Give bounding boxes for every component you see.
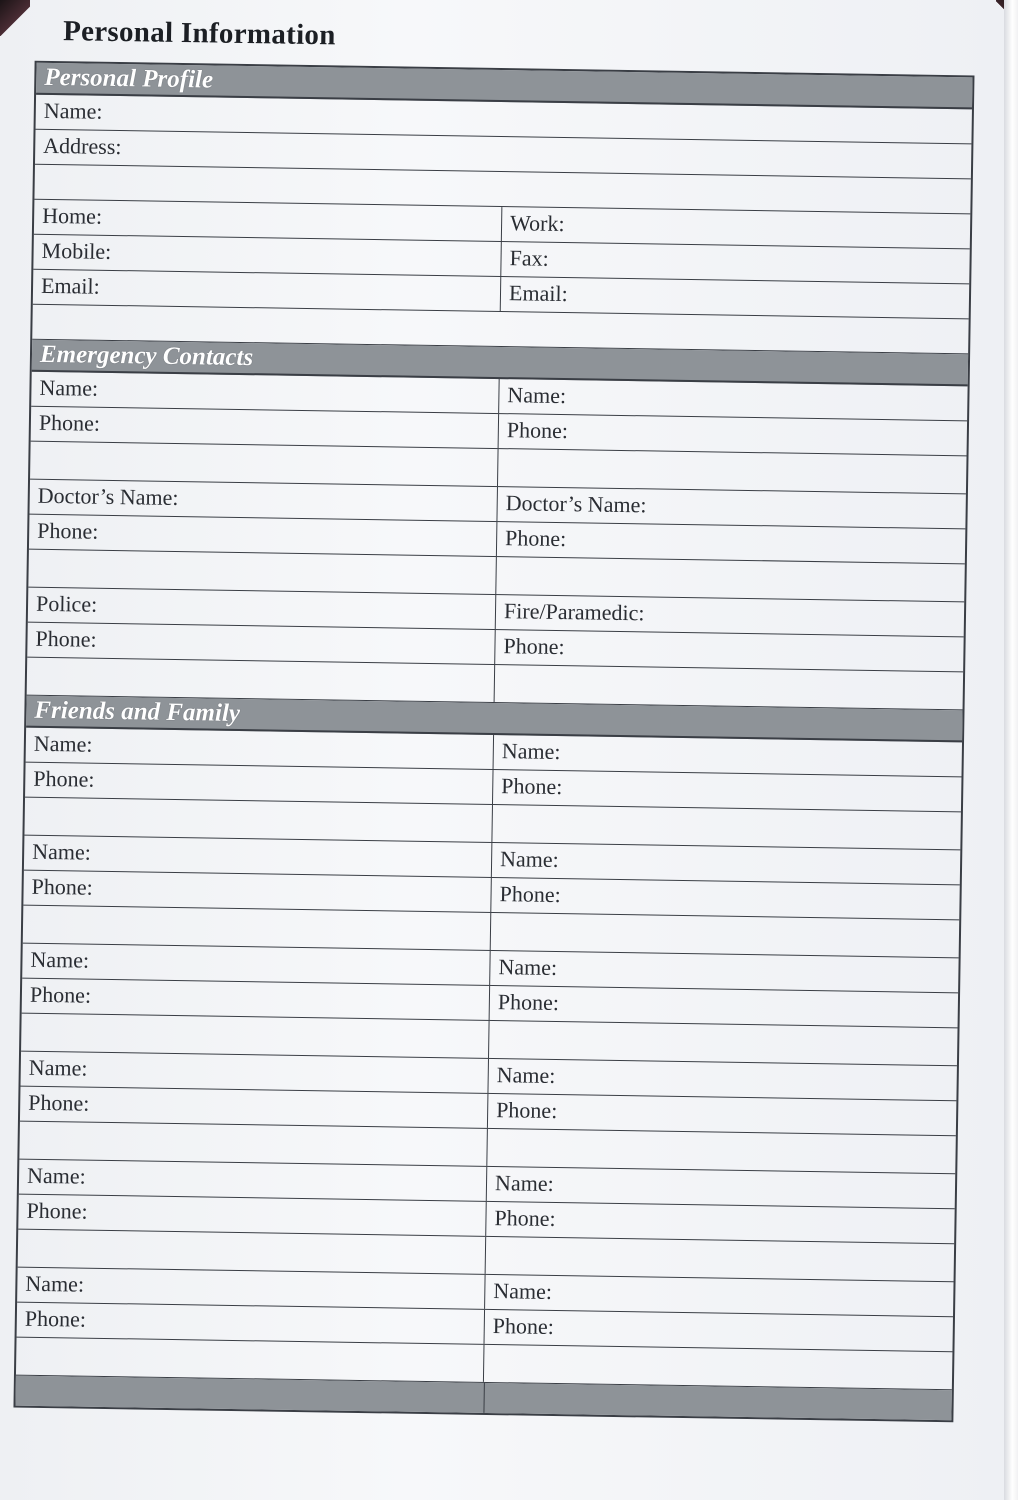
field-label: Phone: [37, 517, 99, 544]
field-label: Phone: [495, 1097, 558, 1124]
personal-information-form [12, 0, 977, 1500]
field-label: Mobile: [41, 237, 112, 264]
blank-field[interactable] [16, 1338, 485, 1382]
blank-field[interactable] [495, 665, 964, 709]
field-label: Name: [28, 1054, 88, 1081]
page-edge [1004, 0, 1018, 1500]
blank-field[interactable] [27, 658, 496, 702]
field-label: Phone: [38, 409, 101, 436]
blank-field[interactable] [23, 906, 492, 950]
blank-field[interactable] [496, 557, 965, 601]
field-label: Name: [25, 1270, 85, 1297]
field-label: Fire/Paramedic: [503, 598, 645, 626]
section-title: Friends and Family [34, 696, 241, 728]
field-label: Phone: [28, 1089, 90, 1116]
field-label: Name: [26, 1162, 86, 1189]
field-label: Name: [498, 954, 558, 981]
field-label: Work: [509, 210, 565, 237]
field-label: Phone: [31, 873, 93, 900]
field-label: Name: [30, 946, 90, 973]
field-label: Email: [508, 280, 568, 307]
field-label: Phone: [494, 1205, 556, 1232]
field-label: Address: [43, 132, 122, 160]
field-label: Phone: [33, 765, 95, 792]
blank-field[interactable] [30, 442, 499, 486]
field-label: Name: [43, 97, 103, 124]
blank-field[interactable] [489, 1021, 958, 1065]
field-label: Name: [496, 1062, 556, 1089]
blank-field[interactable] [28, 550, 497, 594]
field-label: Phone: [24, 1305, 87, 1332]
field-label: Name: [39, 374, 99, 401]
field-label: Police: [35, 590, 98, 617]
blank-field[interactable] [486, 1237, 955, 1281]
section-title: Emergency Contacts [39, 340, 254, 372]
field-label: Phone: [506, 417, 569, 444]
blank-field[interactable] [498, 449, 967, 493]
field-label: Name: [493, 1278, 553, 1304]
field-label: Name: [499, 846, 559, 873]
field-label: Name: [31, 838, 92, 865]
field-label: Phone: [504, 525, 567, 552]
blank-field[interactable] [492, 805, 961, 849]
field-label: Fax: [509, 245, 549, 271]
form-table [13, 61, 974, 1423]
field-label: Phone: [501, 773, 563, 800]
field-label: Name: [494, 1170, 554, 1196]
field-label: Phone: [499, 881, 561, 908]
field-label: Email: [40, 272, 100, 299]
blank-field[interactable] [487, 1129, 956, 1173]
field-label: Phone: [29, 981, 92, 1008]
field-label: Phone: [26, 1197, 88, 1224]
field-label: Phone: [497, 989, 560, 1016]
field-label: Phone: [35, 625, 97, 652]
field-label: Name: [501, 738, 561, 765]
field-label: Name: [33, 730, 93, 757]
field-label: Phone: [492, 1313, 555, 1340]
field-label: Doctor’s Name: [505, 490, 647, 518]
footer-band-left [15, 1376, 484, 1413]
footer-band-right [484, 1383, 952, 1420]
blank-field[interactable] [491, 913, 960, 957]
blank-field[interactable] [21, 1014, 490, 1058]
field-label: Phone: [503, 633, 565, 660]
blank-field[interactable] [18, 1230, 487, 1274]
field-label: Home: [41, 202, 103, 229]
field-label: Doctor’s Name: [37, 482, 179, 511]
field-label: Name: [507, 382, 567, 409]
blank-field[interactable] [19, 1122, 488, 1166]
blank-field[interactable] [484, 1345, 953, 1389]
cover-corner-left [0, 0, 30, 36]
friends-family-rows [16, 728, 962, 1391]
section-title: Personal Profile [44, 63, 214, 94]
blank-field[interactable] [24, 798, 493, 842]
page-title: Personal Information [62, 15, 336, 52]
